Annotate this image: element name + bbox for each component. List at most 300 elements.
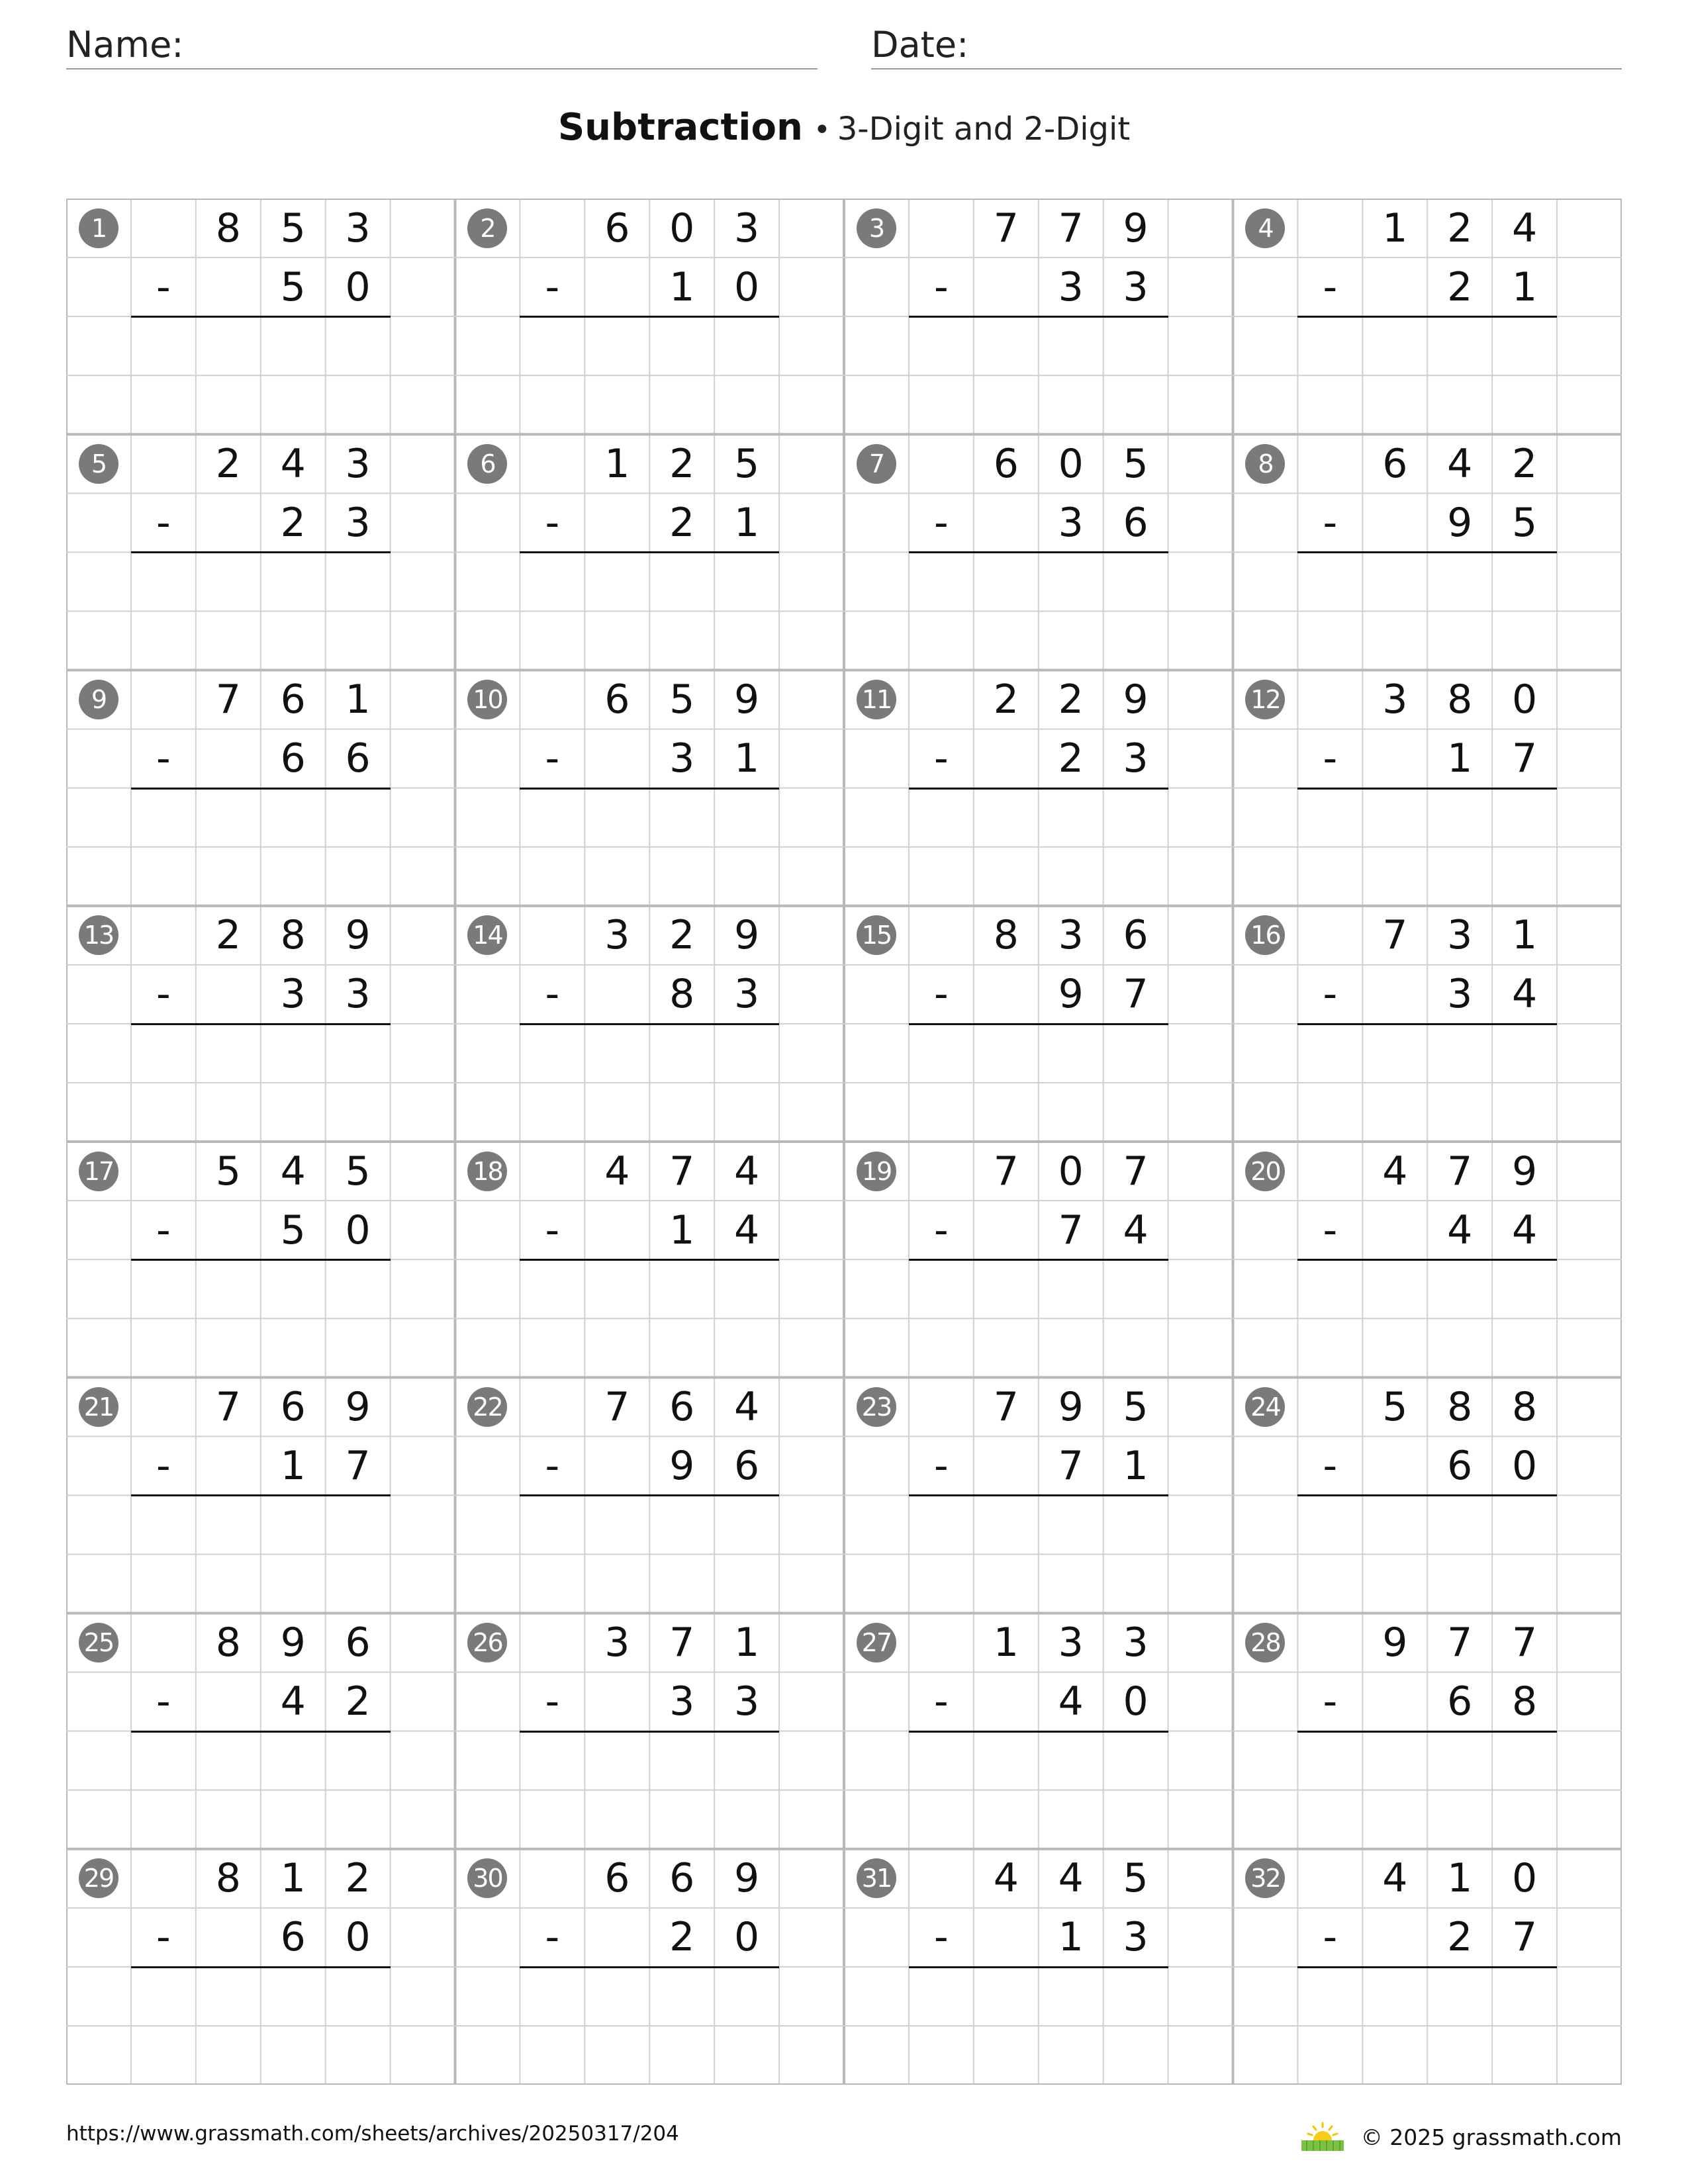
answer-cell[interactable]	[520, 375, 585, 434]
answer-cell[interactable]	[261, 1554, 326, 1613]
answer-cell[interactable]	[520, 316, 585, 375]
minus-sign: -	[545, 1678, 560, 1725]
answer-cell[interactable]	[1427, 1731, 1492, 1790]
answer-cell[interactable]	[1103, 1967, 1168, 2026]
answer-cell[interactable]	[1039, 1554, 1103, 1613]
answer-cell[interactable]	[1362, 1554, 1427, 1613]
answer-cell[interactable]	[196, 1024, 261, 1083]
answer-cell[interactable]	[131, 1967, 196, 2026]
answer-cell[interactable]	[131, 1554, 196, 1613]
answer-cell[interactable]	[326, 1259, 391, 1318]
answer-cell[interactable]	[196, 552, 261, 611]
answer-cell[interactable]	[585, 1731, 649, 1790]
footer-url[interactable]: https://www.grassmath.com/sheets/archives/20250317/204	[66, 2122, 679, 2146]
answer-cell[interactable]	[1427, 1024, 1492, 1083]
subtrahend-digit: 2	[280, 499, 306, 546]
answer-cell[interactable]	[1362, 611, 1427, 670]
answer-cell[interactable]	[1492, 552, 1557, 611]
answer-cell[interactable]	[585, 847, 649, 906]
minus-sign: -	[934, 971, 949, 1018]
answer-cell[interactable]	[520, 1731, 585, 1790]
answer-cell[interactable]	[909, 2026, 974, 2085]
answer-cell[interactable]	[1427, 1083, 1492, 1142]
minus-sign: -	[934, 499, 949, 546]
answer-cell[interactable]	[1297, 1554, 1362, 1613]
answer-cell[interactable]	[131, 847, 196, 906]
answer-cell[interactable]	[1492, 611, 1557, 670]
minuend-digit: 8	[215, 1619, 241, 1666]
answer-cell[interactable]	[1039, 552, 1103, 611]
answer-cell[interactable]	[131, 1024, 196, 1083]
answer-cell[interactable]	[1297, 375, 1362, 434]
answer-cell[interactable]	[974, 1731, 1039, 1790]
answer-cell[interactable]	[585, 1259, 649, 1318]
answer-cell[interactable]	[1362, 1790, 1427, 1849]
answer-cell[interactable]	[326, 611, 391, 670]
problem-number-badge: 25	[79, 1623, 118, 1662]
minus-sign: -	[156, 263, 171, 310]
answer-cell[interactable]	[909, 316, 974, 375]
answer-cell[interactable]	[326, 1967, 391, 2026]
answer-cell[interactable]	[909, 1083, 974, 1142]
answer-cell[interactable]	[649, 1790, 714, 1849]
answer-cell[interactable]	[261, 788, 326, 847]
answer-cell[interactable]	[261, 1495, 326, 1554]
answer-cell[interactable]	[196, 1495, 261, 1554]
answer-cell[interactable]	[1492, 1967, 1557, 2026]
answer-cell[interactable]	[1297, 316, 1362, 375]
answer-cell[interactable]	[909, 1554, 974, 1613]
answer-cell[interactable]	[261, 611, 326, 670]
answer-cell[interactable]	[585, 1554, 649, 1613]
answer-cell[interactable]	[131, 316, 196, 375]
minus-sign: -	[934, 263, 949, 310]
minuend-digit: 3	[604, 1619, 630, 1666]
answer-cell[interactable]	[909, 1967, 974, 2026]
answer-cell[interactable]	[261, 552, 326, 611]
answer-cell[interactable]	[261, 2026, 326, 2085]
answer-cell[interactable]	[1362, 2026, 1427, 2085]
answer-cell[interactable]	[1492, 1731, 1557, 1790]
minuend-digit: 5	[669, 676, 695, 723]
answer-cell[interactable]	[1103, 375, 1168, 434]
answer-cell[interactable]	[1297, 1259, 1362, 1318]
answer-cell[interactable]	[649, 2026, 714, 2085]
answer-cell[interactable]	[909, 1495, 974, 1554]
answer-cell[interactable]	[1039, 788, 1103, 847]
answer-cell[interactable]	[520, 847, 585, 906]
answer-cell[interactable]	[1492, 1318, 1557, 1377]
answer-cell[interactable]	[714, 552, 779, 611]
answer-cell[interactable]	[1362, 1259, 1427, 1318]
answer-cell[interactable]	[1103, 847, 1168, 906]
answer-cell[interactable]	[326, 788, 391, 847]
answer-cell[interactable]	[585, 1083, 649, 1142]
answer-cell[interactable]	[1039, 1790, 1103, 1849]
answer-cell[interactable]	[261, 316, 326, 375]
answer-cell[interactable]	[649, 1318, 714, 1377]
answer-cell[interactable]	[1103, 316, 1168, 375]
answer-cell[interactable]	[1103, 1318, 1168, 1377]
minuend-digit: 9	[345, 912, 371, 959]
minus-sign: -	[545, 1206, 560, 1253]
answer-cell[interactable]	[261, 1790, 326, 1849]
minus-sign: -	[156, 1206, 171, 1253]
answer-cell[interactable]	[714, 1024, 779, 1083]
answer-cell[interactable]	[1362, 375, 1427, 434]
answer-cell[interactable]	[909, 552, 974, 611]
answer-cell[interactable]	[196, 1083, 261, 1142]
answer-cell[interactable]	[1492, 1554, 1557, 1613]
answer-cell[interactable]	[131, 552, 196, 611]
answer-cell[interactable]	[1039, 1259, 1103, 1318]
answer-cell[interactable]	[1103, 552, 1168, 611]
answer-cell[interactable]	[1297, 1083, 1362, 1142]
answer-cell[interactable]	[585, 1790, 649, 1849]
answer-cell[interactable]	[326, 1024, 391, 1083]
answer-cell[interactable]	[714, 847, 779, 906]
answer-cell[interactable]	[1103, 611, 1168, 670]
answer-cell[interactable]	[649, 1024, 714, 1083]
answer-cell[interactable]	[196, 1731, 261, 1790]
answer-cell[interactable]	[974, 611, 1039, 670]
answer-cell[interactable]	[585, 1495, 649, 1554]
subtrahend-digit: 7	[1512, 735, 1538, 782]
answer-cell[interactable]	[1492, 375, 1557, 434]
answer-cell[interactable]	[714, 1318, 779, 1377]
subtrahend-digit: 6	[734, 1442, 760, 1489]
answer-cell[interactable]	[1362, 1967, 1427, 2026]
answer-cell[interactable]	[326, 1554, 391, 1613]
subtrahend-digit: 0	[1123, 1678, 1149, 1725]
answer-cell[interactable]	[1427, 1967, 1492, 2026]
answer-cell[interactable]	[585, 1967, 649, 2026]
answer-cell[interactable]	[1427, 847, 1492, 906]
answer-cell[interactable]	[131, 1495, 196, 1554]
minuend-digit: 4	[604, 1148, 630, 1195]
answer-cell[interactable]	[909, 1731, 974, 1790]
answer-cell[interactable]	[520, 1967, 585, 2026]
answer-cell[interactable]	[1362, 1318, 1427, 1377]
answer-cell[interactable]	[196, 788, 261, 847]
minus-sign: -	[1323, 263, 1338, 310]
answer-cell[interactable]	[1103, 1790, 1168, 1849]
answer-cell[interactable]	[714, 316, 779, 375]
answer-cell[interactable]	[649, 1495, 714, 1554]
answer-cell[interactable]	[974, 1259, 1039, 1318]
subtrahend-digit: 7	[1512, 1914, 1538, 1961]
answer-cell[interactable]	[1427, 1554, 1492, 1613]
answer-cell[interactable]	[520, 552, 585, 611]
answer-cell[interactable]	[1103, 2026, 1168, 2085]
subtrahend-digit: 2	[1058, 735, 1084, 782]
answer-cell[interactable]	[974, 1024, 1039, 1083]
answer-cell[interactable]	[1039, 1318, 1103, 1377]
answer-cell[interactable]	[1297, 552, 1362, 611]
answer-cell[interactable]	[326, 1083, 391, 1142]
answer-cell[interactable]	[1039, 1731, 1103, 1790]
minus-sign: -	[545, 499, 560, 546]
answer-cell[interactable]	[131, 1259, 196, 1318]
answer-cell[interactable]	[1492, 847, 1557, 906]
answer-cell[interactable]	[1362, 847, 1427, 906]
answer-cell[interactable]	[585, 316, 649, 375]
minus-sign: -	[934, 735, 949, 782]
answer-cell[interactable]	[585, 552, 649, 611]
answer-cell[interactable]	[261, 1259, 326, 1318]
answer-cell[interactable]	[1492, 2026, 1557, 2085]
answer-cell[interactable]	[1103, 1083, 1168, 1142]
problem-number-badge: 7	[857, 444, 896, 484]
answer-cell[interactable]	[520, 611, 585, 670]
answer-cell[interactable]	[520, 2026, 585, 2085]
answer-cell[interactable]	[974, 1495, 1039, 1554]
answer-cell[interactable]	[1039, 375, 1103, 434]
answer-cell[interactable]	[909, 1318, 974, 1377]
subtrahend-digit: 6	[280, 735, 306, 782]
answer-cell[interactable]	[974, 1554, 1039, 1613]
answer-cell[interactable]	[1297, 1790, 1362, 1849]
answer-cell[interactable]	[1103, 1495, 1168, 1554]
answer-cell[interactable]	[714, 1259, 779, 1318]
answer-cell[interactable]	[520, 1083, 585, 1142]
answer-cell[interactable]	[1492, 1083, 1557, 1142]
date-field-line[interactable]	[871, 68, 1622, 69]
answer-cell[interactable]	[261, 847, 326, 906]
answer-cell[interactable]	[326, 1495, 391, 1554]
answer-cell[interactable]	[714, 1554, 779, 1613]
answer-cell[interactable]	[1427, 788, 1492, 847]
answer-cell[interactable]	[909, 611, 974, 670]
answer-cell[interactable]	[1297, 1731, 1362, 1790]
answer-cell[interactable]	[649, 1967, 714, 2026]
answer-cell[interactable]	[714, 1083, 779, 1142]
answer-cell[interactable]	[585, 788, 649, 847]
answer-cell[interactable]	[1039, 1495, 1103, 1554]
minuend-digit: 4	[1447, 440, 1473, 487]
answer-cell[interactable]	[1427, 375, 1492, 434]
answer-cell[interactable]	[326, 847, 391, 906]
answer-cell[interactable]	[131, 1731, 196, 1790]
answer-cell[interactable]	[1362, 552, 1427, 611]
answer-cell[interactable]	[649, 611, 714, 670]
answer-cell[interactable]	[131, 2026, 196, 2085]
answer-cell[interactable]	[1039, 847, 1103, 906]
answer-cell[interactable]	[974, 2026, 1039, 2085]
answer-cell[interactable]	[1297, 1967, 1362, 2026]
answer-cell[interactable]	[131, 375, 196, 434]
subtrahend-digit: 6	[1123, 499, 1149, 546]
answer-cell[interactable]	[131, 611, 196, 670]
answer-cell[interactable]	[196, 1318, 261, 1377]
answer-cell[interactable]	[196, 1259, 261, 1318]
minuend-digit: 7	[993, 205, 1019, 251]
answer-cell[interactable]	[520, 1259, 585, 1318]
answer-cell[interactable]	[974, 847, 1039, 906]
minuend-digit: 7	[604, 1383, 630, 1430]
answer-cell[interactable]	[520, 1495, 585, 1554]
answer-cell[interactable]	[326, 552, 391, 611]
minuend-digit: 3	[1058, 1619, 1084, 1666]
answer-cell[interactable]	[974, 1083, 1039, 1142]
answer-cell[interactable]	[585, 375, 649, 434]
minuend-digit: 9	[345, 1383, 371, 1430]
answer-cell[interactable]	[1427, 1495, 1492, 1554]
answer-cell[interactable]	[131, 1790, 196, 1849]
answer-cell[interactable]	[585, 1024, 649, 1083]
answer-cell[interactable]	[326, 1790, 391, 1849]
answer-cell[interactable]	[1427, 1259, 1492, 1318]
answer-cell[interactable]	[1427, 552, 1492, 611]
answer-cell[interactable]	[714, 375, 779, 434]
answer-cell[interactable]	[585, 2026, 649, 2085]
answer-cell[interactable]	[909, 1259, 974, 1318]
answer-cell[interactable]	[1362, 316, 1427, 375]
answer-cell[interactable]	[1492, 1495, 1557, 1554]
answer-cell[interactable]	[196, 1790, 261, 1849]
answer-cell[interactable]	[326, 1318, 391, 1377]
answer-cell[interactable]	[1297, 847, 1362, 906]
answer-cell[interactable]	[649, 316, 714, 375]
minuend-digit: 9	[1512, 1148, 1538, 1195]
answer-cell[interactable]	[1362, 1024, 1427, 1083]
answer-cell[interactable]	[1427, 1318, 1492, 1377]
minuend-digit: 9	[1382, 1619, 1408, 1666]
answer-cell[interactable]	[1297, 2026, 1362, 2085]
answer-cell[interactable]	[1297, 1024, 1362, 1083]
answer-cell[interactable]	[261, 1083, 326, 1142]
answer-cell[interactable]	[909, 1790, 974, 1849]
answer-cell[interactable]	[649, 788, 714, 847]
answer-cell[interactable]	[714, 1967, 779, 2026]
answer-cell[interactable]	[974, 1790, 1039, 1849]
answer-cell[interactable]	[649, 552, 714, 611]
subtrahend-digit: 5	[280, 263, 306, 310]
answer-cell[interactable]	[974, 788, 1039, 847]
answer-cell[interactable]	[326, 316, 391, 375]
answer-cell[interactable]	[326, 2026, 391, 2085]
answer-cell[interactable]	[1103, 1024, 1168, 1083]
answer-cell[interactable]	[131, 1318, 196, 1377]
answer-cell[interactable]	[196, 611, 261, 670]
answer-cell[interactable]	[520, 788, 585, 847]
answer-cell[interactable]	[974, 552, 1039, 611]
answer-cell[interactable]	[649, 1259, 714, 1318]
answer-cell[interactable]	[649, 375, 714, 434]
answer-cell[interactable]	[1362, 1731, 1427, 1790]
answer-cell[interactable]	[714, 2026, 779, 2085]
answer-cell[interactable]	[1103, 1554, 1168, 1613]
answer-cell[interactable]	[1492, 316, 1557, 375]
answer-cell[interactable]	[1039, 1083, 1103, 1142]
answer-cell[interactable]	[909, 1024, 974, 1083]
answer-cell[interactable]	[1297, 788, 1362, 847]
answer-cell[interactable]	[974, 316, 1039, 375]
answer-cell[interactable]	[1427, 316, 1492, 375]
answer-cell[interactable]	[585, 611, 649, 670]
answer-cell[interactable]	[649, 1083, 714, 1142]
answer-cell[interactable]	[974, 375, 1039, 434]
answer-cell[interactable]	[196, 2026, 261, 2085]
answer-cell[interactable]	[1297, 1495, 1362, 1554]
answer-cell[interactable]	[520, 1554, 585, 1613]
answer-cell[interactable]	[909, 788, 974, 847]
answer-cell[interactable]	[1427, 1790, 1492, 1849]
answer-cell[interactable]	[1297, 611, 1362, 670]
answer-cell[interactable]	[196, 1967, 261, 2026]
answer-cell[interactable]	[1039, 1967, 1103, 2026]
answer-cell[interactable]	[909, 847, 974, 906]
answer-cell[interactable]	[1492, 1790, 1557, 1849]
answer-cell[interactable]	[261, 1024, 326, 1083]
answer-cell[interactable]	[1362, 788, 1427, 847]
answer-cell[interactable]	[1103, 1259, 1168, 1318]
answer-cell[interactable]	[326, 1731, 391, 1790]
answer-cell[interactable]	[261, 1731, 326, 1790]
answer-cell[interactable]	[326, 375, 391, 434]
problem-number-badge: 9	[79, 680, 118, 719]
answer-cell[interactable]	[520, 1024, 585, 1083]
answer-cell[interactable]	[1492, 788, 1557, 847]
answer-cell[interactable]	[261, 375, 326, 434]
answer-cell[interactable]	[196, 375, 261, 434]
answer-cell[interactable]	[649, 1554, 714, 1613]
answer-cell[interactable]	[196, 316, 261, 375]
answer-cell[interactable]	[520, 1790, 585, 1849]
subtrahend-digit: 4	[1058, 1678, 1084, 1725]
answer-cell[interactable]	[1427, 2026, 1492, 2085]
answer-cell[interactable]	[1039, 1024, 1103, 1083]
answer-cell[interactable]	[196, 1554, 261, 1613]
answer-cell[interactable]	[714, 1495, 779, 1554]
answer-cell[interactable]	[1362, 1083, 1427, 1142]
answer-cell[interactable]	[714, 788, 779, 847]
problem-number-badge: 29	[79, 1858, 118, 1898]
minuend-digit: 2	[345, 1855, 371, 1902]
answer-cell[interactable]	[1427, 611, 1492, 670]
answer-cell[interactable]	[1103, 788, 1168, 847]
answer-cell[interactable]	[714, 1731, 779, 1790]
answer-cell[interactable]	[131, 788, 196, 847]
minuend-digit: 1	[734, 1619, 760, 1666]
answer-cell[interactable]	[1492, 1024, 1557, 1083]
answer-cell[interactable]	[520, 1318, 585, 1377]
answer-cell[interactable]	[649, 1731, 714, 1790]
answer-cell[interactable]	[974, 1318, 1039, 1377]
answer-cell[interactable]	[196, 847, 261, 906]
answer-cell[interactable]	[974, 1967, 1039, 2026]
answer-cell[interactable]	[714, 611, 779, 670]
answer-cell[interactable]	[714, 1790, 779, 1849]
answer-cell[interactable]	[261, 1967, 326, 2026]
answer-cell[interactable]	[909, 375, 974, 434]
subtrahend-digit: 3	[280, 971, 306, 1018]
answer-cell[interactable]	[585, 1318, 649, 1377]
answer-cell[interactable]	[261, 1318, 326, 1377]
minuend-digit: 7	[669, 1148, 695, 1195]
problem-number-badge: 31	[857, 1858, 896, 1898]
answer-cell[interactable]	[131, 1083, 196, 1142]
answer-cell[interactable]	[1362, 1495, 1427, 1554]
answer-cell[interactable]	[1492, 1259, 1557, 1318]
name-field-line[interactable]	[66, 68, 818, 69]
answer-cell[interactable]	[1039, 2026, 1103, 2085]
answer-cell[interactable]	[1039, 316, 1103, 375]
answer-cell[interactable]	[1039, 611, 1103, 670]
answer-cell[interactable]	[1103, 1731, 1168, 1790]
answer-cell[interactable]	[1297, 1318, 1362, 1377]
answer-cell[interactable]	[649, 847, 714, 906]
